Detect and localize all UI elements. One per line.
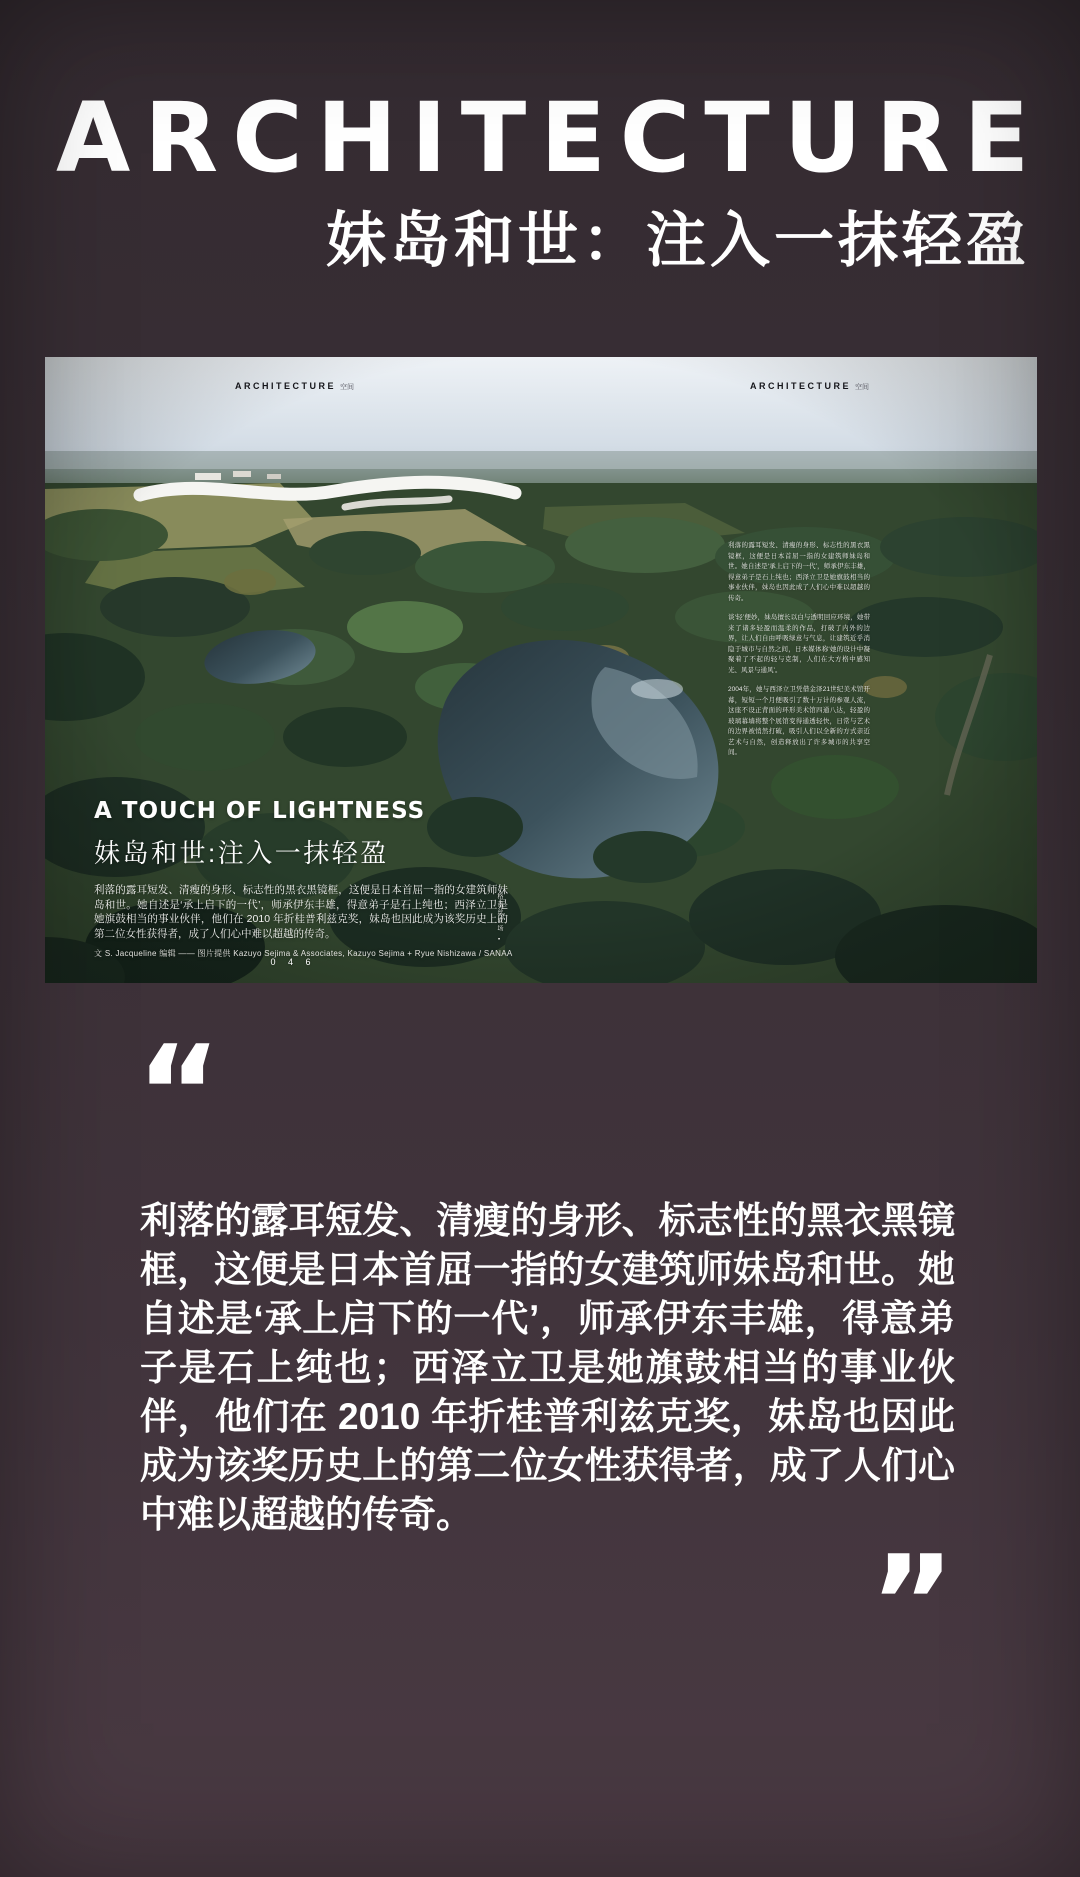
page-subtitle: 妹岛和世：注入一抹轻盈: [326, 207, 1030, 274]
magazine-spread-image[interactable]: [45, 357, 1037, 983]
open-quote-icon: “: [136, 1017, 222, 1169]
magazine-section-left: 空间: [340, 384, 354, 391]
page-number: 0 4 6: [270, 957, 316, 967]
gutter-vertical-caption: 格蕾丝农场 ▪: [496, 893, 502, 945]
magazine-title-left: ARCHITECTURE: [235, 381, 336, 391]
column-paragraph: 2004年，她与西泽立卫凭借金泽21世纪美术馆开幕，短短一个月便吸引了数十万计的参观人流，这座不设正背面的环形美术馆四通八达，轻盈的玻璃幕墙将整个展馆变得通透轻快，日常与艺术的边界被悄然打破，吸引人们以全新的方式亲近艺术与自然，创造释放出了许多城市的共享空间。: [728, 686, 870, 756]
feature-title-en: A TOUCH OF LIGHTNESS: [94, 798, 426, 824]
magazine-title-right: ARCHITECTURE: [750, 381, 851, 391]
magazine-running-head-right: [750, 381, 869, 392]
article-text-column: [728, 541, 870, 768]
magazine-section-right: 空间: [855, 384, 869, 391]
feature-intro: 利落的露耳短发、清瘦的身形、标志性的黑衣黑镜框，这便是日本首屈一指的女建筑师妹岛和世。她自述是‘承上启下的一代’，师承伊东丰雄，得意弟子是石上纯也；西泽立卫是她旗鼓相当的事业伙伴，他们在 2010 年折桂普利兹克奖，妹岛也因此成为该奖历史上的第二位女性获得者，成了人们心中难以超越的传奇。: [94, 884, 508, 940]
close-quote-icon: ”: [869, 1527, 955, 1679]
feature-credits: 文 S. Jacqueline 编辑 —— 图片提供 Kazuyo Sejima & Associates, Kazuyo Sejima + Ryue Nishizawa / SANAA: [94, 949, 513, 958]
pull-quote-text: 利落的露耳短发、清瘦的身形、标志性的黑衣黑镜框，这便是日本首屈一指的女建筑师妹岛和世。她自述是‘承上启下的一代’，师承伊东丰雄，得意弟子是石上纯也；西泽立卫是她旗鼓相当的事业伙伴，他们在 2010 年折桂普利兹克奖，妹岛也因此成为该奖历史上的第二位女性获得者，成了人们心中难以超越的传奇。: [140, 1200, 955, 1535]
column-paragraph: 利落的露耳短发、清瘦的身形、标志性的黑衣黑镜框，这便是日本首屈一指的女建筑师妹岛和世。她自述是‘承上启下的一代’，师承伊东丰雄，得意弟子是石上纯也；西泽立卫是她旗鼓相当的事业伙伴，妹岛也因此成了人们心中难以超越的传奇。: [728, 542, 870, 602]
page-title: ARCHITECTURE: [56, 82, 1044, 194]
magazine-running-head-left: [235, 381, 354, 392]
feature-block: [94, 798, 524, 959]
feature-title-cn: 妹岛和世:注入一抹轻盈: [94, 838, 389, 868]
column-paragraph: 谈‘轻’便妙，妹岛擅长以白与透明回应环境，她带来了诸多轻盈而温柔的作品，打破了内外的边界，让人们自由呼吸绿意与气息，让建筑近乎消隐于城市与自然之间，日本媒体称‘她的设计中凝聚着了不起的轻与克制，人们在大方格中感知光、风景与通风’。: [728, 614, 870, 674]
